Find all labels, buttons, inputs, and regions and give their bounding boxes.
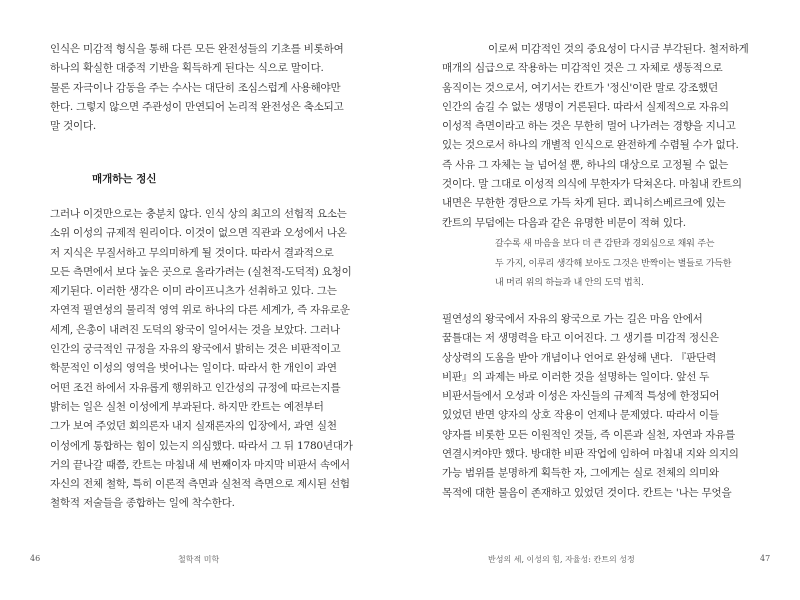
text-line: 있었던 반면 양자의 상호 작용이 언제나 문제였다. 따라서 이들 (442, 409, 719, 422)
text-line: 그러나 이것만으로는 충분치 않다. 인식 상의 최고의 선험적 요소는 (50, 208, 347, 220)
text-line: 세계, 은총이 내려진 도덕의 왕국이 일어서는 것을 보았다. 그러나 (50, 323, 340, 336)
text-line: 이성적 측면이라고 하는 것은 무한히 멀어 나가려는 경향을 지니고 (442, 120, 736, 133)
quote-line: 갈수록 새 마음을 보다 더 큰 감탄과 경외심으로 채워 주는 (495, 239, 715, 249)
epitaph-quote (495, 235, 731, 294)
text-line: 그가 보여 주었던 회의론자 내지 실재론자의 입장에서, 과연 실천 (50, 420, 337, 433)
text-line: 비판서들에서 오성과 이성은 자신들의 규제적 특성에 한정되어 (442, 390, 720, 403)
left-body-paragraph (50, 205, 353, 514)
running-title: 철학적 미학 (178, 555, 220, 564)
right-top-paragraph (442, 40, 749, 233)
text-line: 인간의 숨길 수 없는 생명이 거론된다. 따라서 실제적으로 자유의 (442, 100, 729, 113)
running-title: 반성의 세, 이성의 힘, 자율성: 칸트의 성정 (488, 555, 635, 564)
text-line: 움직이는 것으로서, 여기서는 칸트가 '정신'이란 말로 강조했던 (442, 81, 718, 94)
text-line: 어떤 조건 하에서 자유롭게 행위하고 인간성의 규정에 따르는지를 (50, 381, 341, 394)
text-line: 내면은 무한한 경탄으로 가득 차게 된다. 쾨니히스베르크에 있는 (442, 197, 726, 210)
text-line: 것이다. 말 그대로 이성적 의식에 무한자가 닥쳐온다. 마침내 칸트의 (442, 178, 742, 191)
text-line: 꿈틀대는 저 생명력을 타고 이어진다. 그 생기를 미감적 정신은 (442, 332, 719, 345)
page-number: 47 (760, 554, 771, 563)
text-line: 상상력의 도움을 받아 개념이나 언어로 완성해 낸다. 『판단력 (442, 351, 717, 364)
text-line: 말 것이다. (50, 120, 97, 133)
text-line: 거의 끝나갈 때쯤, 칸트는 마침내 세 번째이자 마지막 비판서 속에서 (50, 458, 350, 471)
quote-line: 두 가지, 이루리 생각해 보아도 그것은 반짝이는 별들로 가득한 (495, 258, 732, 269)
text-line: 물론 자극이나 감동을 주는 수사는 대단히 조심스럽게 사용해야만 (50, 81, 341, 94)
text-line: 필연성의 왕국에서 자유의 왕국으로 가는 길은 마음 안에서 (442, 313, 703, 325)
text-line: 이로써 미감적인 것의 중요성이 다시금 부각된다. 철저하게 (488, 43, 749, 55)
text-line: 자신의 전체 철학, 특히 이론적 측면과 실천적 측면으로 제시된 선험 (50, 478, 350, 491)
text-line: 매개의 심급으로 작용하는 미감적인 것은 그 자체로 생동적으로 (442, 62, 723, 75)
text-line: 이성에게 통합하는 힘이 있는지 의심했다. 따라서 그 뒤 1780년대가 (50, 439, 353, 452)
text-line: 가능 범위를 분명하게 획득한 자, 그에게는 실로 전체의 의미와 (442, 467, 719, 480)
text-line: 인간의 궁극적인 규정을 자유의 왕국에서 밝히는 것은 비판적이고 (50, 343, 341, 356)
text-line: 철학적 저술들을 종합하는 일에 착수한다. (50, 497, 235, 510)
text-line: 학문적인 이성의 영역을 벗어나는 일이다. 따라서 한 개인이 과연 (50, 362, 337, 375)
text-line: 목적에 대한 물음이 존재하고 있었던 것이다. 칸트는 '나는 무엇을 (442, 486, 732, 499)
text-line: 모든 측면에서 보다 높은 곳으로 올라가려는 (실천적-도덕적) 요청이 (50, 265, 352, 278)
text-line: 제기된다. 이러한 생각은 이미 라이프니츠가 선취하고 있다. 그는 (50, 285, 337, 298)
left-top-paragraph (50, 40, 344, 136)
text-line: 연결시켜야만 했다. 방대한 비판 작업에 임하여 마침내 지와 의지의 (442, 448, 739, 461)
section-heading: 매개하는 정신 (92, 173, 157, 185)
text-line: 한다. 그렇지 않으면 주관성이 만연되어 논리적 완전성은 축소되고 (50, 100, 344, 113)
text-line: 있는 것으로서 하나의 개별적 인식으로 완전하게 수렴될 수가 없다. (442, 139, 739, 152)
text-line: 자연적 필연성의 물리적 영역 위로 하나의 다른 세계가, 즉 자유로운 (50, 304, 350, 317)
text-line: 저 지식은 무질서하고 무의미하게 될 것이다. 따라서 결과적으로 (50, 246, 334, 259)
text-line: 소위 이성의 규제적 원리이다. 이것이 없으면 직관과 오성에서 나온 (50, 227, 347, 240)
text-line: 칸트의 무덤에는 다음과 같은 유명한 비문이 적혀 있다. (442, 216, 686, 229)
text-line: 양자를 비롯한 모든 이원적인 것들, 즉 이론과 실천, 자연과 자유를 (442, 428, 736, 441)
right-body-paragraph (442, 310, 739, 503)
text-line: 밝히는 일은 실천 이성에게 부과된다. 하지만 칸트는 예전부터 (50, 400, 324, 413)
text-line: 즉 사유 그 자체는 늘 넘어설 뿐, 하나의 대상으로 고정될 수 없는 (442, 158, 729, 171)
quote-line: 내 머리 위의 하늘과 내 안의 도덕 법칙. (495, 278, 644, 288)
page-number: 46 (30, 554, 41, 563)
text-line: 비판』의 과제는 바로 이러한 것을 설명하는 일이다. 앞선 두 (442, 370, 710, 383)
text-line: 인식은 미감적 형식을 통해 다른 모든 완전성들의 기초를 비롯하여 (50, 43, 344, 55)
text-line: 하나의 확실한 대중적 기반을 획득하게 된다는 식으로 말이다. (50, 62, 324, 75)
